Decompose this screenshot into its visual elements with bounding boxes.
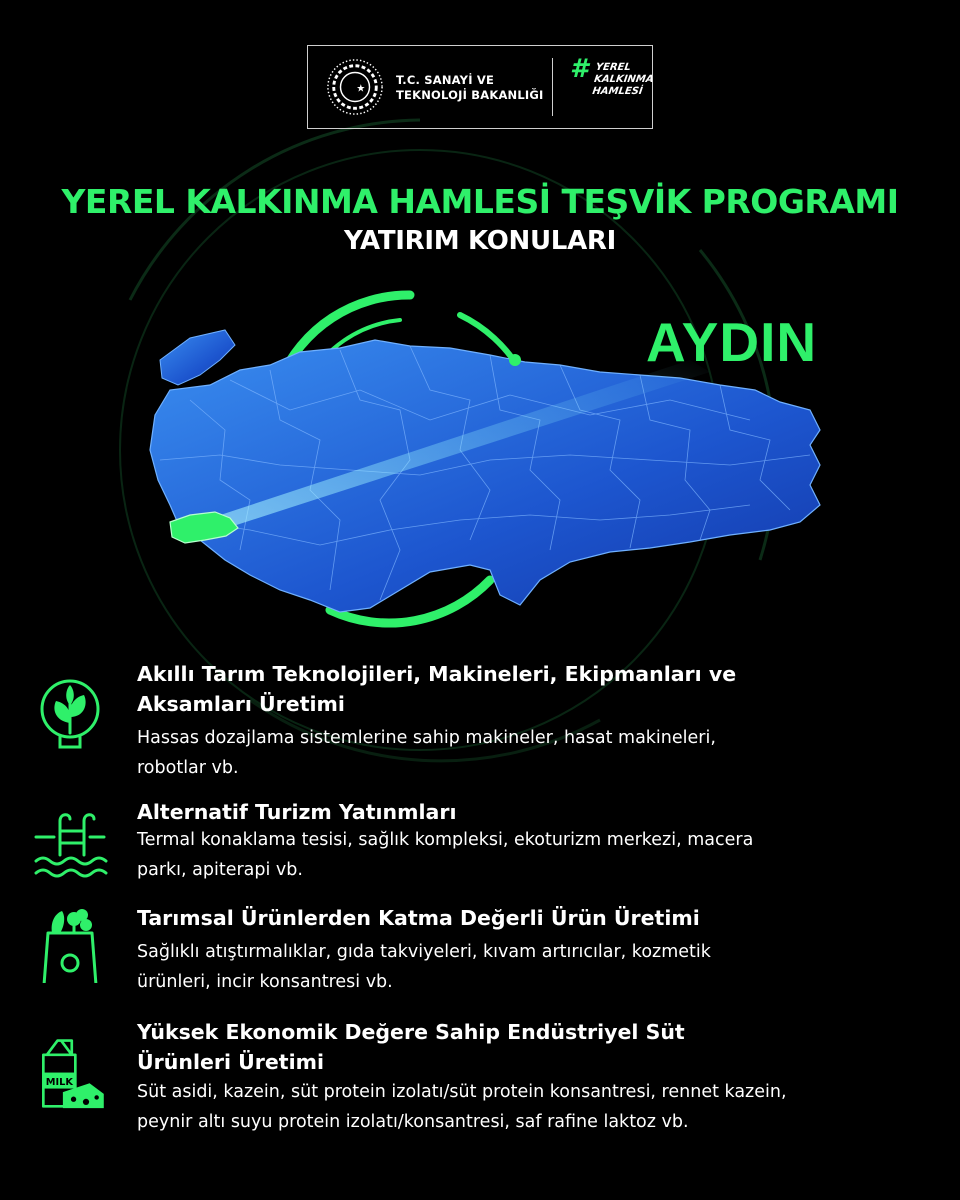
map-thrace [160,330,235,385]
item-2-desc-line-2: parkı, apiterapi vb. [137,860,303,880]
item-1-description [137,723,927,783]
item-1-title-line-1: Akıllı Tarım Teknolojileri, Makineleri, Ekipmanları ve [137,662,737,686]
item-4-description [137,1077,927,1137]
item-3-description [137,937,927,997]
milk-label: MILK [45,1077,73,1088]
milk-cheese-icon [30,1037,110,1117]
campaign-line-3: HAMLESİ [591,86,644,97]
item-3-title-line-1: Tarımsal Ürünlerden Katma Değerli Ürün Üretimi [137,906,700,930]
item-1-title [137,659,937,719]
page-title: YEREL KALKINMA HAMLESİ TEŞVİK PROGRAMI [61,182,899,221]
item-1-desc-line-2: robotlar vb. [137,758,239,778]
logo-divider [552,58,553,116]
item-4-desc-line-2: peynir altı suyu protein izolatı/konsantresi, saf rafine laktoz vb. [137,1112,689,1132]
ministry-name [396,73,544,103]
item-4-title-line-1: Yüksek Ekonomik Değere Sahip Endüstriyel Süt [137,1020,685,1044]
campaign-line-2: KALKINMA [593,74,655,85]
item-2-title [137,797,937,827]
pool-ladder-icon [30,803,110,883]
ministry-seal-icon [326,58,384,116]
item-4-desc-line-1: Süt asidi, kazein, süt protein izolatı/süt protein konsantresi, rennet kazein, [137,1082,787,1102]
item-4-title [137,1017,937,1077]
map-green-dot [509,354,521,366]
item-4-title-line-2: Ürünleri Üretimi [137,1050,325,1074]
leaf-bulb-icon [30,673,110,753]
item-1-desc-line-1: Hassas dozajlama sistemlerine sahip makineler, hasat makineleri, [137,728,716,748]
item-3-desc-line-2: ürünleri, incir konsantresi vb. [137,972,393,992]
province-name: AYDIN [646,311,818,373]
ministry-line-2: TEKNOLOJİ BAKANLIĞI [396,88,544,102]
ministry-logo-box [307,45,653,129]
item-2-desc-line-1: Termal konaklama tesisi, sağlık kompleksi, ekoturizm merkezi, macera [137,830,754,850]
campaign-line-1: YEREL [594,62,632,73]
item-3-desc-line-1: Sağlıklı atıştırmalıklar, gıda takviyeleri, kıvam artırıcılar, kozmetik [137,942,711,962]
ministry-line-1: T.C. SANAYİ VE [396,73,495,87]
item-1-title-line-2: Aksamları Üretimi [137,692,345,716]
hashtag-icon: # [570,54,589,84]
grocery-bag-icon [30,903,110,983]
item-2-title-line-1: Alternatif Turizm Yatınmları [137,800,457,824]
item-3-title [137,903,937,933]
map-anatolia [150,340,820,612]
page-subtitle: YATIRIM KONULARI [343,226,616,256]
item-2-description [137,825,927,885]
campaign-logo-text [591,62,655,98]
